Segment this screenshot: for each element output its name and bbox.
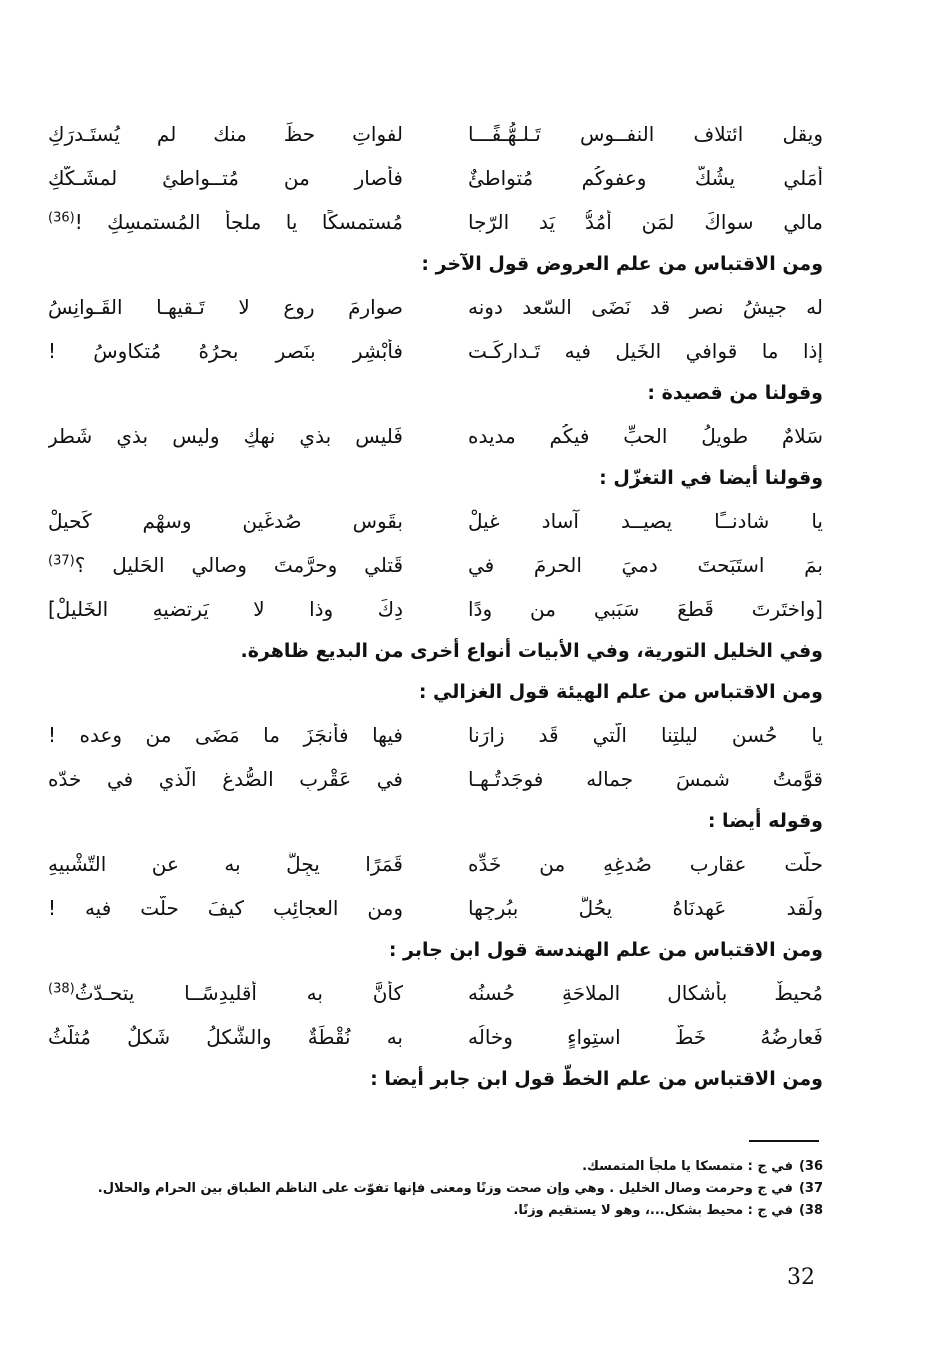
verse-second-hemistich [48,553,403,577]
footnote-number: 36) [798,1159,823,1174]
verse-second-hemistich-text: صوارمَ روعٍ لا تَـقيهـا القَـوانِسُ [48,295,403,319]
verse-line [48,886,823,930]
footnote-text: في ج وحرمت وصال الخليل . وهي وإن صحت وزنًا ومعنى فإنها تفوّت على الناظم الطباق بين الحرام والحلال. [97,1181,793,1196]
footnotes [48,1156,823,1222]
verse-first-hemistich: [واختَرتَ قَطعَ سَبَبي من ودًا [468,597,823,621]
footnote [48,1156,823,1178]
prose-line: وقولنا أيضا في التغزّل : [599,467,823,489]
verse-first-hemistich: مُحيطٌ بأشكال الملاحَةِ حُسنُه [468,981,823,1005]
verse-second-hemistich [48,1025,403,1049]
prose-line: وقولنا من قصيدة : [647,382,823,404]
verse-line [48,713,823,757]
verse-first-hemistich: ويقل ائتلاف النفــوس تَـلـهُّـفًـــا [468,122,823,146]
verse-line [48,285,823,329]
verse-first-hemistich: أمَلي يشُكُّ وعفوكُم مُتواطئٌ [468,166,823,190]
verse-line [48,1015,823,1059]
page-body [48,112,823,1100]
verse-first-hemistich: حلَّت عقارب صُدغِهِ من خَدِّه [468,852,823,876]
verse-second-hemistich-text: فيها فأنجَزَ ما مَضَى من وعده ! [48,723,403,747]
verse-second-hemistich-text: فأبْشِر بنَصرٍ بحرُهُ مُتكاوسُ ! [48,339,403,363]
verse-second-hemistich-text: لفواتِ حظٍّ منك لم يُستَـدرَكِ [48,122,403,146]
verse-second-hemistich [48,122,403,146]
verse-line [48,757,823,801]
verse-second-hemistich [48,981,403,1005]
verse-second-hemistich-text: فَليس بذي نهكٍ وليس بذي شَطر [48,424,403,448]
prose-line: ومن الاقتباس من علم الهندسة قول ابن جابر : [388,939,823,961]
footnote [48,1178,823,1200]
verse-second-hemistich-text: ومن العجائِبِ كيفَ حلَّت فيه ! [48,896,403,920]
verse-second-hemistich-text: بقَوسِ صُدغَينِ وسهْمِ كَحيلْ [48,509,403,533]
verse-second-hemistich-text: دِكَ وذا لا يَرتضيهِ الخَليلْ] [48,597,403,621]
verse-second-hemistich-text: مُستمسكًا يا ملجأ المُستمسِكِ ! [74,210,403,234]
verse-line [48,414,823,458]
verse-line [48,543,823,587]
footnote-divider [749,1140,819,1142]
verse-second-hemistich [48,597,403,621]
page-number: 32 [787,1265,815,1290]
verse-second-hemistich [48,767,403,791]
verse-second-hemistich-text: قَتلي وحرَّمتَ وصالي الحَليل ؟ [74,553,403,577]
verse-second-hemistich [48,509,403,533]
verse-line [48,971,823,1015]
verse-second-hemistich [48,723,403,747]
footnote-reference: (36) [48,210,75,226]
footnote-text: في ج : متمسكا يا ملجأ المتمسك. [582,1159,793,1174]
footnote-text: في ج : محيط بشكل...، وهو لا يستقيم وزنًا. [513,1203,793,1218]
prose-line: ومن الاقتباس من علم العروض قول الآخر : [421,253,823,275]
verse-second-hemistich-text: قَمَرًا يجِلُّ به عن التّشْبيهِ [48,852,403,876]
verse-first-hemistich: يا شادنــًا يصيــد آساد غيلْ [468,509,823,533]
verse-second-hemistich [48,295,403,319]
verse-line [48,329,823,373]
verse-line [48,112,823,156]
verse-first-hemistich: ولَقد عَهدنَاهُ يحُلُّ ببُرجِها [468,896,823,920]
footnote-number: 37) [798,1181,823,1196]
footnote-reference: (37) [48,553,75,569]
verse-second-hemistich [48,852,403,876]
verse-first-hemistich: قوَّمتُ شمسَ جماله فوجَدتُـهـا [468,767,823,791]
verse-second-hemistich [48,424,403,448]
verse-second-hemistich-text: في عَقْرِبِ الصُّدغِ الّذي في خدّه [48,767,403,791]
prose-line: ومن الاقتباس من علم الخطّ قول ابن جابر أيضا : [370,1068,823,1090]
prose-line: وقوله أيضا : [707,810,823,832]
verse-second-hemistich [48,166,403,190]
verse-first-hemistich: يا حُسن ليلتِنا الّتي قَد زارَنا [468,723,823,747]
verse-line [48,156,823,200]
verse-second-hemistich-text: به نُقْطَةٌ والشَّكلُ شَكلٌ مُثلّثُ [48,1025,403,1049]
verse-first-hemistich: له جيشُ نصرٍ قد نَضَى السّعد دونه [468,295,823,319]
verse-second-hemistich [48,210,403,234]
prose-line: ومن الاقتباس من علم الهيئة قول الغزالي : [418,681,823,703]
prose-line: وفي الخليل التورية، وفي الأبيات أنواع أخرى من البديع ظاهرة. [240,640,823,662]
verse-line [48,842,823,886]
footnote [48,1200,823,1222]
verse-first-hemistich: مالي سواكَ لمَن أمُدُّ يَد الرّجا [468,210,823,234]
verse-second-hemistich [48,896,403,920]
verse-second-hemistich-text: كأنَّ به أُقليدِسًــا يتحـدّثُ [74,981,403,1005]
verse-line [48,200,823,244]
verse-second-hemistich [48,339,403,363]
verse-first-hemistich: فَعارِضُهُ خَطٌّ استِواءٍ وخالُه [468,1025,823,1049]
verse-line [48,587,823,631]
verse-first-hemistich: إذا ما قوافي الخَيلِ فيه تَـداركَـت [468,339,823,363]
verse-line [48,499,823,543]
verse-first-hemistich: بمَ استَبَحتَ دميَ الحرمَ في [468,553,823,577]
footnote-reference: (38) [48,981,75,997]
verse-second-hemistich-text: فأصار من مُتــواطئٍ لمشَـكّكِ [48,166,403,190]
footnote-number: 38) [798,1203,823,1218]
verse-first-hemistich: سَلامٌ طويلُ الحبِّ فيكُم مديده [468,424,823,448]
